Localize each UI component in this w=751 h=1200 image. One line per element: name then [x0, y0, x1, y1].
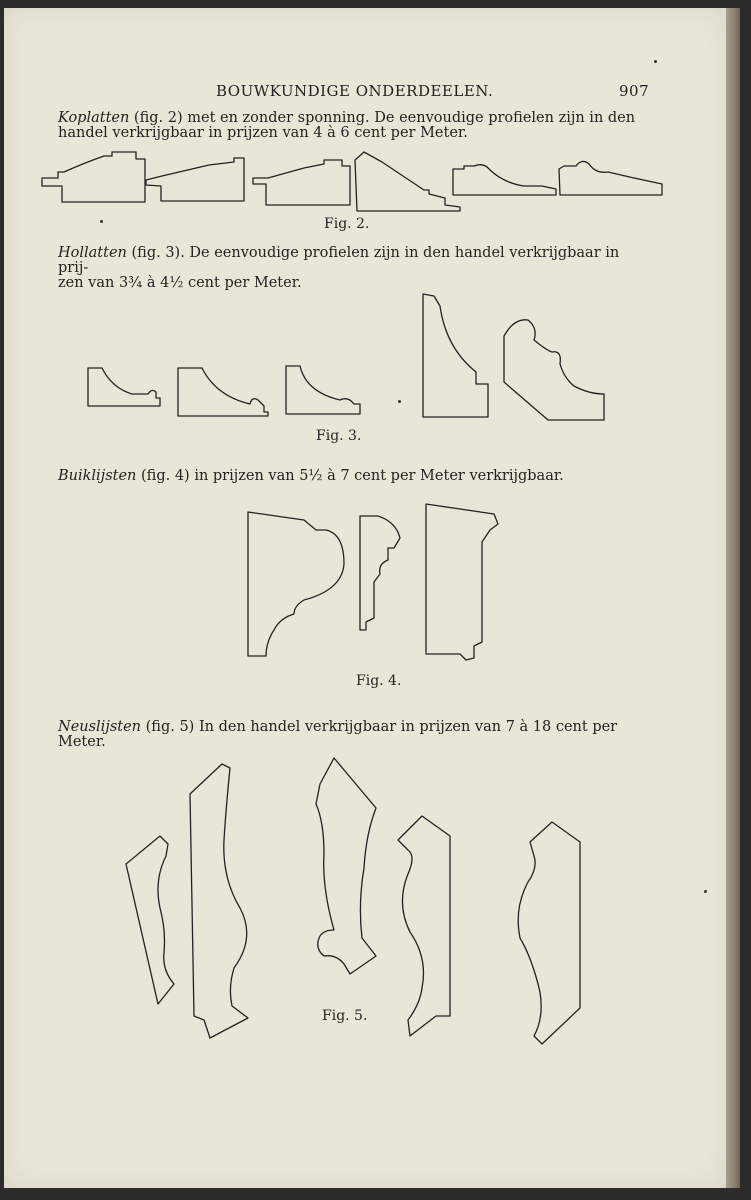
running-head: BOUWKUNDIGE ONDERDEELEN. [216, 82, 494, 100]
paper-speck [100, 220, 103, 223]
fig5-profile [398, 816, 450, 1036]
buiklijsten-text-line1: (fig. 4) in prijzen van 5½ à 7 cent per Meter verkrijgbaar. [136, 468, 564, 484]
paper-speck [654, 60, 657, 63]
hollatten-text-line1: (fig. 3). De eenvoudige profielen zijn in den handel verkrijgbaar in prij- [58, 245, 620, 276]
page-edge [726, 8, 740, 1188]
koplatten-term: Koplatten [58, 110, 130, 126]
fig5-profile [126, 836, 174, 1004]
page-number: 907 [619, 82, 650, 100]
neuslijsten-text-line1: (fig. 5) In den handel verkrijgbaar in prijzen van 7 à 18 cent per Meter. [58, 719, 618, 750]
fig5-profile [316, 758, 376, 974]
buiklijsten-term: Buiklijsten [58, 468, 137, 484]
koplatten-text-line1: (fig. 2) met en zonder sponning. De eenvoudige profielen zijn in den [129, 110, 636, 126]
neuslijsten-term: Neuslijsten [58, 719, 142, 735]
book-page [4, 8, 726, 1188]
fig4-caption: Fig. 4. [356, 673, 402, 689]
fig5-profile [190, 764, 248, 1038]
koplatten-text-line2: handel verkrijgbaar in prijzen van 4 à 6 cent per Meter. [58, 125, 468, 141]
fig2-caption: Fig. 2. [324, 216, 370, 232]
paper-speck [704, 890, 707, 893]
paper-speck [398, 400, 401, 403]
fig3-caption: Fig. 3. [316, 428, 362, 444]
hollatten-term: Hollatten [58, 245, 127, 261]
fig5-caption: Fig. 5. [322, 1008, 368, 1024]
fig5-profile [518, 822, 580, 1044]
hollatten-text-line2: zen van 3¾ à 4½ cent per Meter. [58, 275, 302, 291]
